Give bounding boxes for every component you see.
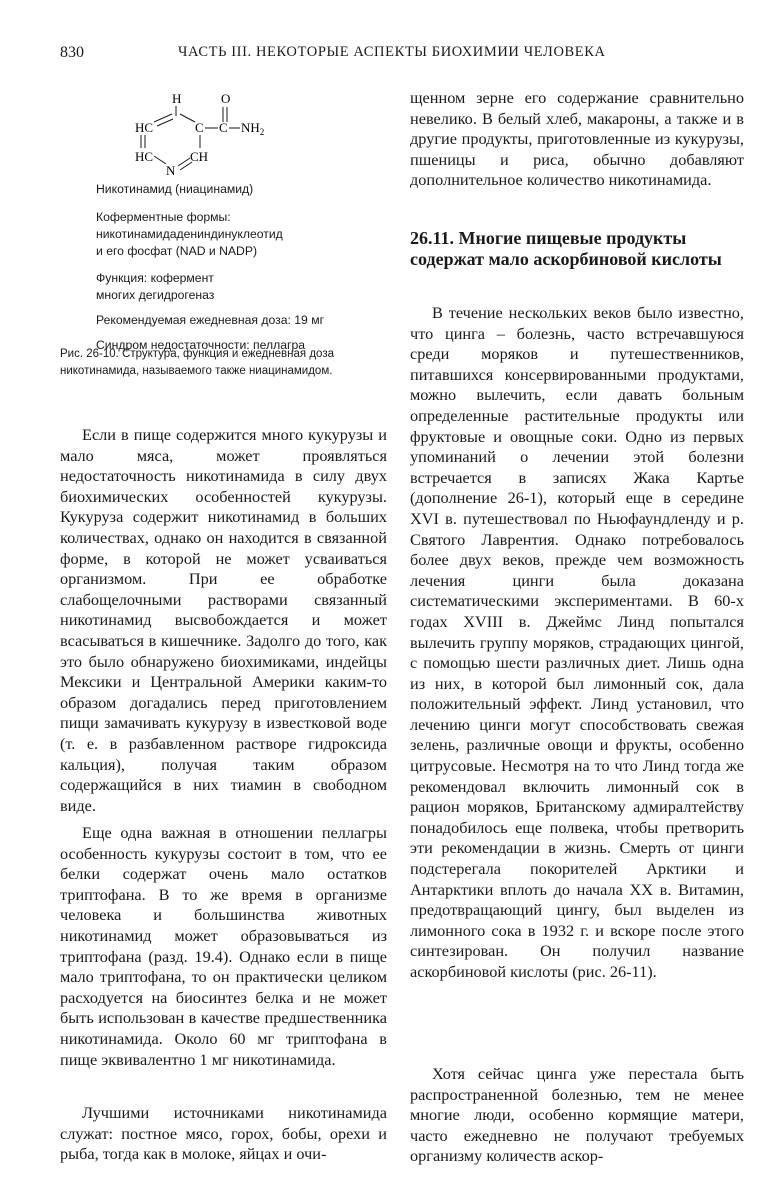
running-head: ЧАСТЬ III. НЕКОТОРЫЕ АСПЕКТЫ БИОХИМИИ ЧЕЛОВЕКА	[178, 44, 606, 60]
atom-ch-ring: CH	[190, 149, 209, 164]
right-paragraph-2: Хотя сейчас цинга уже перестала быть распространенной болезнью, тем не менее многие люди, особенно кормящие матери, часто ежедневно не получают требуемых организму количеств аскор-	[410, 1064, 744, 1166]
figure-caption: Рис. 26-10. Структура, функция и ежедневная доза никотинамида, называемого также ниацинамидом.	[60, 348, 334, 377]
bond-ring-2	[180, 114, 195, 122]
section-title: 26.11. Многие пищевые продукты содержат мало аскорбиновой кислоты	[410, 228, 722, 269]
atom-hc-upper: HC	[135, 120, 154, 135]
left-paragraph-2: Еще одна важная в отношении пеллагры особенность кукурузы состоит в том, что ее белки содержат очень мало остатков триптофана. В то же время в организме человека и большинства животных никотинамид может образовываться из триптофана (разд. 19.4). Однако если в пище мало триптофана, то он практически целиком расходуется на биосинтез белка и не может быть использован в качестве предшественника никотинамида. Около 60 мг триптофана в пище эквивалентно 1 мг никотинамида.	[60, 823, 387, 1069]
dose-line: Рекомендуемая ежедневная доза: 19 мг	[96, 313, 325, 327]
right-paragraph-1: В течение нескольких веков было известно, что цинга – болезнь, часто встречавшуюся среди моряков и путешественников, питавшихся консервированными продуктами, можно вылечить, если давать больным определенные растительные продукты или фруктовые и овощные соки. Одно из первых упоминаний о лечении этой болезни встречается в записях Жака Картье (дополнение 26-1), который еще в середине XVI в. путешествовал по Ньюфаундленду и р. Святого Лаврентия. Однако потребовалось более двух веков, прежде чем возможность лечения цинги была доказана систематическими экспериментами. В 60-х годах XVIII в. Джеймс Линд попытался вылечить группу моряков, страдающих цингой, с помощью шести различных диет. Лишь одна из них, в которой был лимонный сок, дала положительный эффект. Линд установил, что лечению цинги могут способствовать свежая зелень, различные овощи и фрукты, особенно цитрусовые. Несмотря на то что Линд тогда же рекомендовал включить лимонный сок в рацион моряков, Британскому адмиралтейству понадобилось еще полвека, чтобы претворить эти рекомендации в жизнь. Смерть от цинги подстерегала покорителей Арктики и Антарктики вплоть до начала XX в. Витамин, предотвращающий цингу, был выделен из лимонного сока в 1932 г. и вскоре после этого синтезирован. Он получил название аскорбиновой кислоты (рис. 26-11).	[410, 303, 744, 981]
function-line-2: многих дегидрогеназ	[96, 288, 215, 302]
bond-ring-3	[154, 156, 166, 164]
coenzyme-label: Коферментные формы:	[96, 210, 231, 224]
page-header	[0, 44, 769, 66]
atom-hc-lower: HC	[135, 149, 154, 164]
right-paragraph-top: щенном зерне его содержание сравнительно невелико. В белый хлеб, макароны, а также и в другие продукты, приготовленные из кукурузы, пшеницы и риса, обычно добавляют дополнительное количество никотинамида.	[410, 88, 744, 190]
coenzyme-line-2: и его фосфат (NAD и NADP)	[96, 244, 258, 258]
function-line-1: Функция: кофермент	[96, 271, 214, 285]
nicotinamide-structure	[110, 90, 300, 180]
deficiency-line: Синдром недостаточности: пеллагра	[96, 338, 305, 352]
coenzyme-line-1: никотинамидадениндинуклеотид	[96, 227, 283, 241]
left-paragraph-3: Лучшими источниками никотинамида служат: постное мясо, горох, бобы, орехи и рыба, тогда как в молоке, яйцах и очи-	[60, 1103, 387, 1164]
atom-nh2: $NH_2$	[241, 120, 265, 137]
atom-c1: C	[195, 120, 204, 135]
atom-n-ring: N	[166, 163, 176, 178]
page-number: 830	[60, 44, 84, 61]
atom-h-top: H	[172, 91, 182, 106]
figure-name: Никотинамид (ниацинамид)	[96, 182, 254, 196]
atom-c2: C	[219, 120, 228, 135]
left-paragraph-1: Если в пище содержится много кукурузы и мало мяса, может проявляться недостаточность никотинамида в силу двух биохимических особенностей кукурузы. Кукуруза содержит никотинамид в больших количествах, однако он находится в связанной форме, в которой не может усваиваться организмом. При ее обработке слабощелочными растворами связанный никотинамид высвобождается и может всасываться в кишечнике. Задолго до того, как это было обнаружено биохимиками, индейцы Мексики и Центральной Америки каким-то образом догадались перед приготовлением пищи замачивать кукурузу в известковой воде (т. е. в разбавленном растворе гидроксида кальция), получая таким образом содержащийся в них тиамин в свободном виде.	[60, 425, 387, 815]
atom-o-top: O	[221, 91, 231, 106]
